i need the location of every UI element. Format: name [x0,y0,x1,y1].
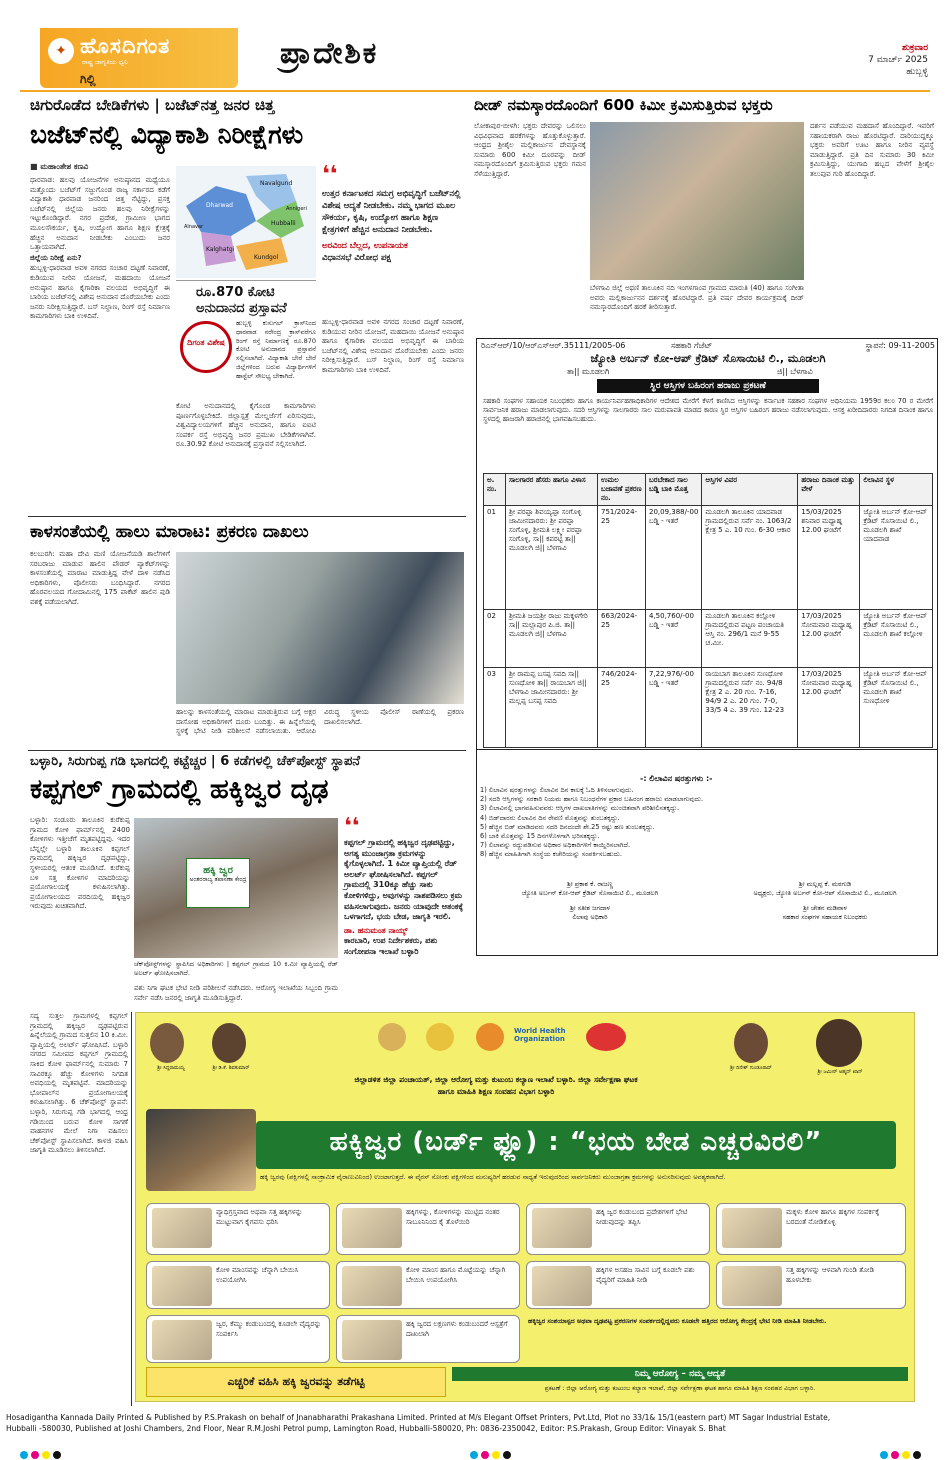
notice-term: 2) ಸದರಿ ಆಸ್ತಿಗಳನ್ನು ಸರಕಾರಿ ನಿಯಮ ಹಾಗೂ ನಿಬಂಧನೆಗಳ ಪ್ರಕಾರ ಬಹಿರಂಗ ಹರಾಜು ಮಾಡಲಾಗುವುದು. [480,795,704,804]
signatory-name: ಶ್ರೀ ಸತೀಶ ಜಗದಾಳ [569,904,611,912]
table-header: ಆಸ್ತಿಗಳ ವಿವರ [702,474,798,506]
quote-author: ಡಾ. ಹನುಮಂತ ನಾಯ್ಕ್ [344,925,408,935]
divider [28,516,466,517]
table-cell: 20,09,388/-00 ಬಡ್ಡಿ - ಇತರೆ [646,506,702,610]
raid-photo [176,552,464,704]
quote-role: ವಿಧಾನಸಭೆ ವಿರೋಧ ಪಕ್ಷ [322,253,392,263]
tip-illustration [722,1208,782,1248]
subheading: ಜಿಲ್ಲೆಯ ನಿರೀಕ್ಷೆ ಏನು? [30,253,82,262]
ad-tip [716,1203,906,1255]
table-header: ಲಿಲಾವಿನ ಸ್ಥಳ [860,474,933,506]
ad-tip [336,1261,520,1309]
table-cell: 15/03/2025 ಶನಿವಾರ ಮಧ್ಯಾಹ್ನ 12.00 ಘಂಟೆಗೆ [798,506,860,610]
divider [28,750,466,751]
table-header: ಹರಾಜು ದಿನಾಂಕ ಮತ್ತು ವೇಳೆ [798,474,860,506]
table-cell: ಶ್ರೀ ಪರಪ್ಪಾ ಶಿವಯ್ಯಪ್ಪಾ ಸಂಗೊಳ್ಳಿ ಜಾಮೀನದಾರರು: ಶ್ರೀ ಪರಪ್ಪಾ ಸಂಗೊಳ್ಳಿ, ಶ್ರೀಮತಿ ಲಕ್ಷ್ಮೀ ಪರಪ್ಪಾ ಸಂಗೊಳ್ಳಿ, ಸಾ|| ಕಪರಟ್ಟಿ ತಾ|| ಮೂಡಲಗಿ ಜಿ|| ಬೆಳಗಾವಿ [506,506,598,610]
ad-intro: ಹಕ್ಕಿ ಜ್ವರವು (ಪಕ್ಷಿಗಳಲ್ಲಿ ಸಾಂಕ್ರಾಮಿಕ ವೈರಾಣುವಿನಿಂದ) ಉಂಟಾಗುತ್ತದೆ. ಈ ವೈರಸ್ ಸೋಂಕು ಪಕ್ಷಿಗಳಿಂದ ಮನುಷ್ಯರಿಗೆ ಹರಡುವ ಸಾಧ್ಯತೆ ಇರುವುದರಿಂದ ಸಾರ್ವಜನಿಕರು ಮುಂಜಾಗ್ರತಾ ಕ್ರಮಗಳನ್ನು ಅನುಸರಿಸುವುದು ಅವಶ್ಯಕವಾಗಿದೆ. [260,1173,726,1181]
dateline [838,42,928,78]
signatory-name: ಶ್ರೀ ಚೇತನ ಮಡಿವಾಳ [803,904,847,912]
masthead [0,0,945,92]
tip-text: ಸತ್ತ ಹಕ್ಕಿಗಳನ್ನು ಆಳವಾಗಿ ಗುಂಡಿ ತೋಡಿ ಹೂಳಬೇಕು [786,1266,874,1284]
notice-gazette: ಸಹಕಾರಿ ಗೆಜೆಟ್ [671,341,713,350]
tip-text: ಹಕ್ಕಿ ಜ್ವರ ಕಂಡುಬಂದ ಪ್ರದೇಶಗಳಿಗೆ ಭೇಟಿ ನೀಡುವುದನ್ನು ತಪ್ಪಿಸಿ [596,1208,688,1226]
sign-body: ಅಂತರರಾಜ್ಯ ತಪಾಸಣಾ ಕೇಂದ್ರ [189,876,247,883]
story-budget [30,96,466,156]
table-header: ಉಮಲ ಬಜಾವಣೆ ಪ್ರಕರಣ ನಂ. [598,474,646,506]
birdflu-advertisement [135,1012,915,1402]
tip-text: ಜ್ವರ, ಕೆಮ್ಮು ಕಂಡುಬಂದಲ್ಲಿ ಕೂಡಲೇ ವೈದ್ಯರನ್ನು ಸಂಪರ್ಕಿಸಿ [216,1320,322,1338]
quote-mark-icon: ❛❛ [344,814,360,839]
tip-illustration [152,1266,212,1306]
table-row [484,506,933,610]
family-planning-logo-icon [586,1023,626,1051]
table-cell: ಜ್ಯೋತಿ ಅರ್ಬನ್ ಕೋ-ಆಪ್ ಕ್ರೆಡಿಟ್ ಸೊಸಾಯಿಟಿ ಲಿ., ಮೂಡಲಗಿ ಶಾಖೆ ಸುಣಧೋಳಿ [860,668,933,748]
story-body: ಲೋಕಾಪುರ-ಬೀಳಗಿ: ಭಕ್ತರು ದೇವರನ್ನು ಒಲಿಸಲು ವಿಧವಿಧವಾದ ಹರಕೆಗಳನ್ನು ಹೊತ್ತುಕೊಳ್ಳುತ್ತಾರೆ. ಆಂಧ್ರದ ಶ್ರೀಶೈಲ ಮಲ್ಲಿಕಾರ್ಜುನ ದೇವಸ್ಥಾನಕ್ಕೆ ಸುಮಾರು 600 ಕಿಮೀ ದೂರವನ್ನು ದೀಡ್ ನಮಸ್ಕಾರದೊಂದಿಗೆ ಕ್ರಮಿಸುತ್ತಿರುವ ಭಕ್ತರು ಗಮನ ಸೆಳೆಯುತ್ತಿದ್ದಾರೆ. [474,122,586,178]
notice-org: ಜ್ಯೋತಿ ಅರ್ಬನ್ ಕೋ-ಆಪ್ ಕ್ರೆಡಿಟ್ ಸೊಸಾಯಿಟಿ ಲಿ., ಮೂಡಲಗಿ [590,352,826,365]
table-cell: ರಾಯಬಾಗ ತಾಲೂಕಿನ ಸುಣಧೋಳಿ ಗ್ರಾಮದಲ್ಲಿರುವ ಸರ್ವೆ ನಂ. 94/8 ಕ್ಷೇತ್ರ 2 ಎ. 20 ಗುಂ. 7-16, 94/9 2 ಎ. 20 ಗುಂ. 7-0, 33/5 4 ಎ. 39 ಗುಂ. 12-23 [702,668,798,748]
tip-text: ಹಕ್ಕಿಗಳನ್ನು, ಕೋಳಿಗಳನ್ನು ಮುಟ್ಟಿದ ನಂತರ ಸಾಬೂನಿನಿಂದ ಕೈ ತೊಳೆಯಿರಿ [406,1208,500,1226]
table-cell: ಜ್ಯೋತಿ ಅರ್ಬನ್ ಕೋ-ಆಪ್ ಕ್ರೆಡಿಟ್ ಸೊಸಾಯಿಟಿ ಲಿ., ಮೂಡಲಗಿ ಶಾಖೆ ಕಲ್ಲೋಳಿ [860,610,933,668]
auction-table-wrap [483,473,933,748]
map-label: Kalghatgi [206,246,235,253]
signatory-name: ಶ್ರೀ ಪ್ರಕಾಶ ಕೆ. ರಾಜಣ್ಣ [566,880,614,888]
story-kicker: ಬಳ್ಳಾರಿ, ಸಿರುಗುಪ್ಪ ಗಡಿ ಭಾಗದಲ್ಲಿ ಕಟ್ಟೆಚ್ಚರ | 6 ಕಡೆಗಳಲ್ಲಿ ಚೆಕ್‌ಪೋಸ್ಟ್ ಸ್ಥಾಪನೆ [30,754,361,769]
table-cell: ಜ್ಯೋತಿ ಅರ್ಬನ್ ಕೋ-ಆಪ್ ಕ್ರೆಡಿಟ್ ಸೊಸಾಯಿಟಿ ಲಿ., ಮೂಡಲಗಿ ಶಾಖೆ ಯಾದವಾಡ [860,506,933,610]
ad-note: ಹಕ್ಕಿಜ್ವರ ಸಂಶಯಾಸ್ಪದ ಅಥವಾ ದೃಢಪಟ್ಟ ಪ್ರಕರಣಗಳ ಸಂಪರ್ಕದಲ್ಲಿದ್ದವರು ಕೂಡಲೇ ಹತ್ತಿರದ ಆರೋಗ್ಯ ಕೇಂದ್ರಕ್ಕೆ ಭೇಟಿ ನೀಡಿ ಮಾಹಿತಿ ನೀಡಬೇಕು. [528,1317,827,1325]
quote-role: ಕಾರಬಾರಿ, ಉಪ ನಿರ್ದೇಶಕರು, ಪಶು ಸಂಗೋಪನಾ ಇಲಾಖೆ ಬಳ್ಳಾರಿ [344,936,438,956]
ad-slogan: ಎಚ್ಚರಿಕೆ ವಹಿಸಿ ಹಕ್ಕಿ ಜ್ವರವನ್ನು ತಡೆಗಟ್ಟಿ [146,1367,446,1397]
ad-publisher: ಪ್ರಕಟಣೆ : ಜಿಲ್ಲಾ ಆರೋಗ್ಯ ಮತ್ತು ಕುಟುಂಬ ಕಲ್ಯಾಣ ಇಲಾಖೆ, ಜಿಲ್ಲಾ ಸರ್ವೇಕ್ಷಣಾ ಘಟಕ ಹಾಗೂ ಮಾಹಿತಿ ಶಿಕ್ಷಣ ಸಂವಹನ ವಿಭಾಗ ಬಳ್ಳಾರಿ. [544,1385,816,1392]
signatory-role: ಸಹಕಾರ ಸಂಘಗಳ ಸಹಾಯಕ ನಿಬಂಧಕರು [782,913,868,921]
story-headline: ಕಾಳಸಂತೆಯಲ್ಲಿ ಹಾಲು ಮಾರಾಟ: ಪ್ರಕರಣ ದಾಖಲು [30,522,309,542]
map-label: Hubballi [271,220,296,227]
column-rule [131,1012,132,1406]
tip-text: ಮಕ್ಕಳು ಕೋಳಿ ಹಾಗೂ ಹಕ್ಕಿಗಳ ಸಂಪರ್ಕಕ್ಕೆ ಬರದಂತೆ ನೋಡಿಕೊಳ್ಳಿ [786,1208,880,1226]
story-body: ಬಳ್ಳಾರಿ: ಸಂಡೂರು ತಾಲೂಕಿನ ಕುರೆಕುಪ್ಪ ಗ್ರಾಮದ ಕೋಳಿ ಫಾರ್ಮ್‌ನಲ್ಲಿ 2400 ಕೋಳಿಗಳು ಇತ್ತೀಚೆಗೆ ಮೃತಪಟ್ಟಿದ್ದವು. ಇದರ ಬೆನ್ನಲ್ಲೇ ಬಳ್ಳಾರಿ ತಾಲೂಕಿನ ಕಪ್ಪಗಲ್ ಗ್ರಾಮದಲ್ಲಿ ಹಕ್ಕಿಜ್ವರ ದೃಢಪಟ್ಟಿದ್ದು, ಸ್ಥಳೀಯರಲ್ಲಿ ಆತಂಕ ಮೂಡಿಸಿದೆ. ಕುರೆಕುಪ್ಪ ಬಳಿ ಸತ್ತ ಕೋಳಿಗಳ ಮಾದರಿಯನ್ನು ಪ್ರಯೋಗಾಲಯಕ್ಕೆ ಕಳುಹಿಸಲಾಗಿತ್ತು. ಪ್ರಯೋಗಾಲಯದ ವರದಿಯಲ್ಲಿ ಹಕ್ಕಿಜ್ವರ ಇರುವುದು ಖಚಿತವಾಗಿದೆ. [30,816,130,911]
table-row [484,610,933,668]
ad-tip [526,1203,710,1255]
notice-term: 7) ಲಿಲಾವನ್ನು ರದ್ದುಪಡಿಸುವ ಅಧಿಕಾರ ಅಧಿಕಾರಿಗಳಿಗೆ ಕಾಯ್ದಿರಿಸಲಾಗಿದೆ. [480,841,631,850]
signatory-name: ಶ್ರೀ ಮಲ್ಲಪ್ಪ ಕೆ. ಮಠಗುಡಿ [798,880,852,888]
tip-illustration [342,1208,402,1248]
digantha-special-stamp [180,321,232,373]
notice-terms [480,786,932,876]
table-cell: 746/2024-25 [598,668,646,748]
table-cell: ಶ್ರೀ ರಾಮಪ್ಪ ಬಸಪ್ಪ ಸವದಿ ಸಾ|| ಸುಣಧೋಳಿ ತಾ|| ರಾಯಬಾಗ ಜಿ|| ಬೆಳಗಾವಿ ಜಾಮೀನದಾರರು: ಶ್ರೀ ಮಲ್ಲಪ್ಪ ಬಸಪ್ಪ ಸವದಿ [506,668,598,748]
tip-illustration [152,1320,212,1360]
notice-term: 5) ಹೆಚ್ಚಿನ ಬಿಡ್ ಮಾಡಿದವರು ಸದರಿ ದಿನದಂದೇ ಶೇ.25 ರಷ್ಟು ಹಣ ತುಂಬತಕ್ಕದ್ದು. [480,822,655,831]
checkpost-photo [134,818,338,958]
pilgrims-photo [590,122,804,280]
map-label: Navalgund [260,180,293,187]
table-cell: ಮೂಡಲಗಿ ತಾಲೂಕಿನ ಕಲ್ಲೋಳಿ ಗ್ರಾಮದಲ್ಲಿರುವ ಪಟ್ಟಣ ಪಂಚಾಯತಿ ಆಸ್ತಿ ನಂ. 296/1 ಮನೆ 9-55 ಚ.ಮೀ. [702,610,798,668]
ad-tip [336,1315,520,1363]
issue-day: ಶುಕ್ರವಾರ [902,43,928,53]
imprint-line: Hubballi -580030, Published at Joshi Chambers, 2nd Floor, Near R.M.Joshi Petrol pump, Lamington Road, Hubballi-580020, Ph: 0836-2350042, Editor: P.S.Prakash, Group Editor: Vinayak S. Bhat [6,1424,726,1433]
box-title: ರೂ.870 ಕೋಟಿ ಅನುದಾನದ ಪ್ರಸ್ತಾವನೆ [196,285,287,316]
emblem-icon [378,1023,406,1051]
photo-caption: ಚೆಕ್‌ಪೋಸ್ಟ್‌ಗಳನ್ನು ಸ್ಥಾಪಿಸಿದ ಅಧಿಕಾರಿಗಳು | ಕಪ್ಪಗಲ್ ಗ್ರಾಮದ 10 ಕಿ.ಮೀ ವ್ಯಾಪ್ತಿಯಲ್ಲಿ ರೆಡ್ ಅಲರ್ಟ್ ಘೋಷಿಸಲಾಗಿದೆ. [134,960,338,977]
auction-notice [476,338,938,750]
byline-name: ಮಹಾಂತೇಶ ಕಣವಿ [40,162,89,171]
table-cell: 663/2024-25 [598,610,646,668]
ad-tip [146,1203,330,1255]
story-headline: ಬಜೆಟ್‌ನಲ್ಲಿ ವಿದ್ಯಾಕಾಶಿ ನಿರೀಕ್ಷೆಗಳು [30,120,304,149]
notice-term: 4) ಬಿಡ್‌ದಾರರು ಲಿಲಾವಿನ ದಿನ ಠೇವಣಿ ಮೊತ್ತವನ್ನು ತುಂಬತಕ್ಕದ್ದು. [480,813,620,822]
table-header: ಬರಬೇಕಾದ ಸಾಲ ಬಡ್ಡಿ ಬಾಕಿ ಮೊತ್ತ [646,474,702,506]
imprint-line: Hosadigantha Kannada Daily Printed & Published by P.S.Prakash on behalf of Jnanabharathi Prakashana Limited. Printed at M/s Elegant Offset Printers, Pvt.Ltd, Plot no 33/1& 15/1(eastern part) MT Sagar Industrial Estate, [6,1413,831,1422]
district-map [176,166,316,278]
paragraph: ಹುಬ್ಬಳ್ಳಿ-ಧಾರವಾಡ ಅವಳಿ ನಗರದ ಸಂಚಾರ ದಟ್ಟಣೆ ನಿವಾರಣೆ, ಕುಡಿಯುವ ನೀರಿನ ಯೋಜನೆ, ಮಹದಾಯಿ ಯೋಜನೆ ಅನುಷ್ಠಾನ ಹಾಗೂ ಕೈಗಾರಿಕಾ ವಲಯದ ಅಭಿವೃದ್ಧಿಗೆ ಈ ಬಾರಿಯ ಬಜೆಟ್‌ನಲ್ಲಿ ವಿಶೇಷ ಅನುದಾನ ದೊರೆಯಬೇಕು ಎಂದು ಜನರು ನಿರೀಕ್ಷಿಸುತ್ತಿದ್ದಾರೆ. ಬಸ್ ನಿಲ್ದಾಣ, ರಿಂಗ್ ರಸ್ತೆ ನಿರ್ಮಾಣ ಕಾಮಗಾರಿಗಳು ಬಾಕಿ ಉಳಿದಿವೆ. [30,264,170,321]
newspaper-logo[interactable] [40,28,238,88]
signatory-role: ಲಿಲಾವು ಅಧಿಕಾರಿ [572,913,608,921]
masthead-rule [20,90,930,92]
stamp-text: ದಿಗಂತ ವಿಶೇಷ [187,338,225,347]
govt-karnataka-logo-icon [476,1023,504,1051]
story-headline: ದೀಡ್ ನಮಸ್ಕಾರದೊಂದಿಗೆ 600 ಕಿಮೀ ಕ್ರಮಿಸುತ್ತಿರುವ ಭಕ್ತರು [474,96,773,114]
health-dept-logo-icon [426,1023,454,1051]
sign-title: ಹಕ್ಕಿ ಜ್ವರ [203,865,233,876]
leader-photo [150,1023,184,1063]
tip-illustration [342,1320,402,1360]
leader-photo [816,1019,862,1067]
story-body-col3: ಹುಬ್ಬಳ್ಳಿ-ಧಾರವಾಡ ಅವಳಿ ನಗರದ ಸಂಚಾರ ದಟ್ಟಣೆ ನಿವಾರಣೆ, ಕುಡಿಯುವ ನೀರಿನ ಯೋಜನೆ, ಮಹದಾಯಿ ಯೋಜನೆ ಅನುಷ್ಠಾನ ಹಾಗೂ ಕೈಗಾರಿಕಾ ವಲಯದ ಅಭಿವೃದ್ಧಿಗೆ ಈ ಬಾರಿಯ ಬಜೆಟ್‌ನಲ್ಲಿ ವಿಶೇಷ ಅನುದಾನ ದೊರೆಯಬೇಕು ಎಂದು ಜನರು ನಿರೀಕ್ಷಿಸುತ್ತಿದ್ದಾರೆ. ಬಸ್ ನಿಲ್ದಾಣ, ರಿಂಗ್ ರಸ್ತೆ ನಿರ್ಮಾಣ ಕಾಮಗಾರಿಗಳು ಬಾಕಿ ಉಳಿದಿವೆ. [322,318,464,374]
story-body: ಬೆಳಗಾವಿ ಜಿಲ್ಲೆ ಅಥಣಿ ತಾಲೂಕಿನ ನದಿ ಇಂಗಳಗಾಂವ ಗ್ರಾಮದ ಮಾರುತಿ (40) ಹಾಗೂ ಸಂಗೀತಾ ಅವರು ಮಲ್ಲಿಕಾರ್ಜುನನ ದರ್ಶನಕ್ಕೆ ಹೊರಟಿದ್ದಾರೆ. ಪ್ರತಿ ವರ್ಷ ದೇವರ ಕಾರ್ಯಕ್ರಮಕ್ಕೆ ದೀಡ್ ನಮಸ್ಕಾರದೊಂದಿಗೆ ಹರಕೆ ತೀರಿಸುತ್ತಾರೆ. [590,284,804,312]
story-body: ದರ್ಶನ ಪಡೆಯುವ ಮಹದಾಸೆ ಹೊಂದಿದ್ದಾರೆ. ಇವರಿಗೆ ಸಹಾಯಕರಾಗಿ ರಾಜು ಹೊರಟಿದ್ದಾರೆ. ದಾರಿಯುದ್ದಕ್ಕೂ ಭಕ್ತರು ಅವರಿಗೆ ಊಟ ಹಾಗೂ ನೀರಿನ ವ್ಯವಸ್ಥೆ ಮಾಡುತ್ತಿದ್ದಾರೆ. ಪ್ರತಿ ದಿನ ಸುಮಾರು 30 ಕಿಮೀ ಕ್ರಮಿಸುತ್ತಿದ್ದು, ಯುಗಾದಿ ಹಬ್ಬದ ವೇಳೆಗೆ ಶ್ರೀಶೈಲ ತಲುಪುವ ಗುರಿ ಹೊಂದಿದ್ದಾರೆ. [810,122,934,178]
registration-marks [20,1444,64,1454]
quote-author: ಅರವಿಂದ ಬೆಲ್ಲದ, ಉಪನಾಯಕ [322,241,408,251]
quote-box [344,816,464,1006]
chicken-image [146,1109,256,1191]
signatory-role: ಜ್ಯೋತಿ ಅರ್ಬನ್ ಕೋ-ಆಪ್ ಕ್ರೆಡಿಟ್ ಸೊಸಾಯಿಟಿ ಲಿ., ಮೂಡಲಗಿ [521,889,659,897]
map-label: Annigeri [286,206,307,212]
tip-illustration [722,1266,782,1306]
notice-refs [481,341,935,351]
table-header-row [484,474,933,506]
quote-box [322,164,464,314]
table-header: ಅ. ನಂ. [484,474,506,506]
notice-term: 1) ಲಿಲಾವಿನ ಷರತ್ತುಗಳನ್ನು ಲಿಲಾವಿನ ದಿನ ಕಾಲಕ್ಕೆ ಓದಿ ತಿಳಿಸಲಾಗುವುದು. [480,786,634,794]
brand-tagline: ರಾಷ್ಟ್ರ ಜಾಗೃತಿಯ ಧ್ವನಿ [82,58,128,66]
leader-name: ಶ್ರೀ ದಿನೇಶ್ ಗುಂಡೂರಾವ್ [730,1065,772,1071]
leader-photo [734,1023,768,1063]
table-header: ಸಾಲಗಾರರ ಹೆಸರು ಹಾಗೂ ವಿಳಾಸ [506,474,598,506]
budget-box [176,280,316,400]
story-headline: ಕಪ್ಪಗಲ್ ಗ್ರಾಮದಲ್ಲಿ ಹಕ್ಕಿಜ್ವರ ದೃಢ [30,774,329,805]
box-body: ಹುಬ್ಬಳ್ಳಿ ಕುಸುಗಲ್ ಕ್ರಾಸ್‌ನಿಂದ ಧಾರವಾಡ ನರೇಂದ್ರ ಕ್ರಾಸ್‌ವರೆಗೂ ರಿಂಗ್ ರಸ್ತೆ ನಿರ್ಮಾಣಕ್ಕೆ ರೂ.870 ಕೋಟಿ ಅನುದಾನದ ಪ್ರಸ್ತಾವನೆ ಸಲ್ಲಿಸಲಾಗಿದೆ. ವಿದ್ಯಾಕಾಶಿ ಬೇರೆ ಬೇರೆ ಜಿಲ್ಲೆಗಳಿಂದ ಬರುವ ವಿದ್ಯಾರ್ಥಿಗಳಿಗೆ ಹಾಸ್ಟೆಲ್ ಸೌಲಭ್ಯ ಬೇಕಾಗಿದೆ. [236,319,316,380]
tip-illustration [342,1266,402,1306]
tip-text: ಕೋಳಿ ಮಾಂಸ ಹಾಗೂ ಮೊಟ್ಟೆಯನ್ನು ಚೆನ್ನಾಗಿ ಬೇಯಿಸಿ ಉಪಯೋಗಿಸಿ [406,1266,506,1284]
tip-text: ವ್ಯಾಧಿಗ್ರಸ್ತವಾದ ಅಥವಾ ಸತ್ತ ಹಕ್ಕಿಗಳನ್ನು ಮುಟ್ಟುವಾಗ ಕೈಗವಸು ಧರಿಸಿ [216,1208,303,1226]
registration-marks [470,1444,514,1454]
quote-text: ಉತ್ತರ ಕರ್ನಾಟಕದ ಸಮಗ್ರ ಅಭಿವೃದ್ಧಿಗೆ ಬಜೆಟ್‌ನಲ್ಲಿ ವಿಶೇಷ ಆದ್ಯತೆ ನೀಡಬೇಕು. ನಮ್ಮ ಭಾಗದ ಮೂಲ ಸೌಕರ್ಯ, ಕೃಷಿ, ಉದ್ಯೋಗ ಹಾಗೂ ಶಿಕ್ಷಣ ಕ್ಷೇತ್ರಗಳಿಗೆ ಹೆಚ್ಚಿನ ಅನುದಾನ ನೀಡಬೇಕು. [322,189,461,235]
who-logo: World Health Organization [514,1027,566,1043]
table-cell: 17/03/2025 ಸೋಮವಾರ ಮಧ್ಯಾಹ್ನ 12.00 ಘಂಟೆಗೆ [798,610,860,668]
notice-term: 3) ಲಿಲಾವಿನಲ್ಲಿ ಭಾಗವಹಿಸುವವರು ಆಸ್ತಿಗಳ ದಾಖಲಾತಿಗಳನ್ನು ಮುಂಚಿತವಾಗಿ ಪರಿಶೀಲಿಸತಕ್ಕದ್ದು. [480,804,680,813]
notice-intro: ಸಹಕಾರಿ ಸಂಘಗಳ ಸಹಾಯಕ ನಿಬಂಧಕರು ಹಾಗೂ ಕಾರ್ಯನಿರ್ವಹಣಾಧಿಕಾರಿಗಳ ಆದೇಶದ ಮೇರೆಗೆ ಕೆಳಗೆ ಕಾಣಿಸಿದ ಆಸ್ತಿಗಳನ್ನು ಕರ್ನಾಟಕ ಸಹಕಾರ ಸಂಘಗಳ ಅಧಿನಿಯಮ 1959ರ ಕಲಂ 70 ರ ಮೇರೆಗೆ ಸಾರ್ವಜನಿಕ ಹರಾಜು ಮಾಡಲಾಗುವುದು. ಸದರಿ ಆಸ್ತಿಗಳನ್ನು ಸಾಲಗಾರರು ಸಾಲ ಮರುಪಾವತಿ ಮಾಡದ ಕಾರಣ ಸ್ಥಿರ ಆಸ್ತಿಗಳ ಬಹಿರಂಗ ಹರಾಜು ನಡೆಸಲಾಗುವುದು. ಆಸಕ್ತ ಖರೀದಿದಾರರು ನಿಗದಿತ ದಿನಾಂಕ ಹಾಗೂ ಸ್ಥಳದಲ್ಲಿ ಹಾಜರಾಗಿ ಹರಾಜಿನಲ್ಲಿ ಭಾಗವಹಿಸಬಹುದು. [483,397,933,423]
table-cell: 03 [484,668,506,748]
notice-title: ಸ್ಥಿರ ಆಸ್ತಿಗಳ ಬಹಿರಂಗ ಹರಾಜು ಪ್ರಕಟಣೆ [597,379,819,393]
tip-text: ಹಕ್ಕಿ ಜ್ವರದ ಲಕ್ಷಣಗಳು ಕಂಡುಬಂದರೆ ಆಸ್ಪತ್ರೆಗೆ ದಾಖಲಾಗಿ [406,1320,508,1338]
story-kicker: ಚಿಗುರೊಡೆದ ಬೇಡಿಕೆಗಳು | ಬಜೆಟ್‌ನತ್ತ ಜನರ ಚಿತ್ತ [30,96,275,114]
tip-illustration [152,1208,212,1248]
ad-issuer: ಜಿಲ್ಲಾಡಳಿತ ಜಿಲ್ಲಾ ಪಂಚಾಯತ್, ಜಿಲ್ಲಾ ಆರೋಗ್ಯ ಮತ್ತು ಕುಟುಂಬ ಕಲ್ಯಾಣ ಇಲಾಖೆ ಬಳ್ಳಾರಿ. ಜಿಲ್ಲಾ ಸರ್ವೇಕ್ಷಣಾ ಘಟಕ [354,1075,638,1084]
table-cell: 751/2024-25 [598,506,646,610]
auction-table [483,473,933,748]
brand-name: ಹೊಸದಿಗಂತ [80,34,171,58]
leader-name: ಶ್ರೀ ಜಮೀರ್ ಅಹ್ಮದ್ ಖಾನ್ [817,1069,863,1075]
notice-term: 6) ಬಾಕಿ ಮೊತ್ತವನ್ನು 15 ದಿನಗಳೊಳಗಾಗಿ ಭರಿಸತಕ್ಕದ್ದು. [480,832,600,841]
paragraph: ಧಾರವಾಡ: ಹಲವು ಯೋಜನೆಗಳ ಅನುಷ್ಠಾನದ ಮಧ್ಯೆಯೂ ಮತ್ತೊಂದು ಬಜೆಟ್‌ಗೆ ಸಜ್ಜುಗೊಂಡ ರಾಜ್ಯ ಸರ್ಕಾರದ ಕಡೆಗೆ ವಿದ್ಯಾಕಾಶಿ ಧಾರವಾಡ ಜನರಿಂದ ಚಿತ್ತ ನೆಟ್ಟಿದ್ದು, ಪ್ರಸಕ್ತ ಬಜೆಟ್‌ನಲ್ಲಿ ಜಿಲ್ಲೆಯ ಜನರು ಹಲವು ನಿರೀಕ್ಷೆಗಳನ್ನು ಇಟ್ಟುಕೊಂಡಿದ್ದಾರೆ. ನಗರ ಪ್ರದೇಶ, ಗ್ರಾಮೀಣ ಭಾಗದ ಮೂಲಸೌಕರ್ಯ, ಕೃಷಿ, ಉದ್ಯೋಗ ಹಾಗೂ ಶಿಕ್ಷಣ ಕ್ಷೇತ್ರಕ್ಕೆ ಹೆಚ್ಚಿನ ಅನುದಾನ ನೀಡಬೇಕು ಎಂಬುದು ಜನರ ಒತ್ತಾಯವಾಗಿದೆ. [30,176,170,252]
section-title: ಪ್ರಾದೇಶಿಕ [280,36,379,71]
registration-marks [880,1444,924,1454]
notice-signature [720,880,930,922]
story-continuation: ಸದ್ಯ ಸುತ್ತಲ ಗ್ರಾಮಗಳಲ್ಲಿ ಕಪ್ಪಗಲ್ ಗ್ರಾಮದಲ್ಲಿ ಹಕ್ಕಿಜ್ವರ ದೃಢಪಟ್ಟಿರುವ ಹಿನ್ನೆಲೆಯಲ್ಲಿ ಗ್ರಾಮದ ಸುತ್ತಲಿನ 10 ಕಿ.ಮೀ. ವ್ಯಾಪ್ತಿಯಲ್ಲಿ ಅಲರ್ಟ್ ಘೋಷಿಸಿದೆ. ಬಳ್ಳಾರಿ ನಗರದ ಸಮೀಪದ ಕಪ್ಪಗಲ್ ಗ್ರಾಮದಲ್ಲಿ ಸಾಕಿದ ಕೋಳಿ ಫಾರ್ಮ್‌ನಲ್ಲಿ ಸುಮಾರು 7 ಸಾವಿರಕ್ಕೂ ಹೆಚ್ಚು ಕೋಳಿಗಳು ನಿಗದಿತ ಅವಧಿಯಲ್ಲಿ ಮೃತಪಟ್ಟಿವೆ. ಮಾದರಿಯನ್ನು ಭೋಪಾಲ್‌ನ ಪ್ರಯೋಗಾಲಯಕ್ಕೆ ಕಳುಹಿಸಲಾಗಿತ್ತು. 6 ಚೆಕ್‌ಪೋಸ್ಟ್ ಸ್ಥಾಪನೆ: ಬಳ್ಳಾರಿ, ಸಿರುಗುಪ್ಪ ಗಡಿ ಭಾಗದಲ್ಲಿ ಆಂಧ್ರ ಗಡಿಯಿಂದ ಬರುವ ಕೋಳಿ ಸಾಗಣೆ ವಾಹನಗಳ ಮೇಲೆ ನಿಗಾ ವಹಿಸಲು ಚೆಕ್‌ಪೋಸ್ಟ್ ಸ್ಥಾಪಿಸಲಾಗಿದೆ. ಕಾಳಜಿ ವಹಿಸಿ ಜಾಗೃತಿ ಮೂಡಿಸಲು ತಿಳಿಸಲಾಗಿದೆ. [30,1012,128,1155]
quote-mark-icon: ❛❛ [322,162,338,187]
table-cell: ಶ್ರೀಮತಿ ಜಯಶ್ರೀ ರಾಜು ಮಕ್ಕಳಗೇರಿ ಸಾ|| ಮಲ್ಲಾಪುರ ಪಿ.ಜಿ. ತಾ|| ಮೂಡಲಗಿ ಜಿ|| ಬೆಳಗಾವಿ [506,610,598,668]
ad-tip [716,1261,906,1309]
map-label: Dharwad [206,202,233,209]
ad-tip [526,1261,710,1309]
table-cell: 7,22,976/-00 ಬಡ್ಡಿ - ಇತರೆ [646,668,702,748]
story-body: ಪಶು ನಿಗಾ ಘಟಕ ಭೇಟಿ ನೀಡಿ ಪರಿಶೀಲನೆ ನಡೆಸಿದರು. ಆರೋಗ್ಯ ಇಲಾಖೆಯ ಸಿಬ್ಬಂದಿ ಗ್ರಾಮ ಸರ್ವೇ ನಡೆಸಿ ಜನರಲ್ಲಿ ಜಾಗೃತಿ ಮೂಡಿಸುತ್ತಿದ್ದಾರೆ. [134,984,338,1002]
leader-name: ಶ್ರೀ ಡಿ.ಕೆ. ಶಿವಕುಮಾರ್ [212,1065,250,1071]
ad-tip [336,1203,520,1255]
table-cell: 02 [484,610,506,668]
story-body: ಕಲಬುರಗಿ: ಮಹಾ ದೇವಿ ಮಣಿ ಯೋಜನೆಯಡಿ ಶಾಲೆಗಳಿಗೆ ಸರಬರಾಜು ಮಾಡುವ ಹಾಲಿನ ಪೌಡರ್ ಪ್ಯಾಕೆಟ್‌ಗಳನ್ನು ಕಾಳಸಂತೆಯಲ್ಲಿ ಮಾರಾಟ ಮಾಡುತ್ತಿದ್ದ ವೇಳೆ ದಾಳಿ ನಡೆಸಿದ ಅಧಿಕಾರಿಗಳು, ಪೊಲೀಸರು ಬಂಧಿಸಿದ್ದಾರೆ. ನಗರದ ಹೊರವಲಯದ ಗೋದಾಮಿನಲ್ಲಿ 175 ಪಾಕೆಟ್ ಹಾಲಿನ ಪುಡಿ ವಶಕ್ಕೆ ಪಡೆಯಲಾಗಿದೆ. [30,550,170,606]
signatory-role: ಅಧ್ಯಕ್ಷರು, ಜ್ಯೋತಿ ಅರ್ಬನ್ ಕೋ-ಆಪ್ ಸೊಸಾಯಿಟಿ ಲಿ., ಮೂಡಲಗಿ [753,889,897,897]
tip-text: ಹಕ್ಕಿಗಳ ಅಸಹಜ ಸಾವಿನ ಬಗ್ಗೆ ಕೂಡಲೇ ಪಶು ವೈದ್ಯರಿಗೆ ಮಾಹಿತಿ ನೀಡಿ [596,1266,695,1284]
issue-city: ಹುಬ್ಬಳ್ಳಿ [906,67,928,77]
table-cell: 4,50,760/-00 ಬಡ್ಡಿ - ಇತರೆ [646,610,702,668]
story-body-col1 [30,176,170,512]
tip-text: ಕೋಳಿ ಮಾಂಸವನ್ನು ಚೆನ್ನಾಗಿ ಬೇಯಿಸಿ ಉಪಯೋಗಿಸಿ [216,1266,299,1284]
notice-terms-title: -: ಲಿಲಾವಿನ ಷರತ್ತುಗಳು :- [640,774,713,783]
notice-district: ಜಿ|| ಬೆಳಗಾವಿ [777,367,813,376]
ad-issuer-2: ಹಾಗೂ ಮಾಹಿತಿ ಶಿಕ್ಷಣ ಸಂವಹನ ವಿಭಾಗ ಬಳ್ಳಾರಿ [437,1087,555,1096]
map-label: Alnavar [184,224,204,230]
table-cell: 01 [484,506,506,610]
lamp-icon: ✦ [48,38,74,64]
ad-banner-text: ಹಕ್ಕಿಜ್ವರ (ಬರ್ಡ್ ಫ್ಲೂ) : “ಭಯ ಬೇಡ ಎಚ್ಚರವಿರಲಿ” [329,1127,823,1157]
leader-photo [212,1023,246,1063]
tip-illustration [532,1266,592,1306]
hakki-jwara-sign [186,858,250,908]
quote-text: ಕಪ್ಪಗಲ್ ಗ್ರಾಮದಲ್ಲಿ ಹಕ್ಕಿಜ್ವರ ದೃಢಪಟ್ಟಿದ್ದು, ಅಗತ್ಯ ಮುಂಜಾಗ್ರತಾ ಕ್ರಮಗಳನ್ನು ಕೈಗೊಳ್ಳಲಾಗಿದೆ. 1 ಕಿಮೀ ವ್ಯಾಪ್ತಿಯಲ್ಲಿ ರೆಡ್ ಅಲರ್ಟ್ ಘೋಷಿಸಲಾಗಿದೆ. ಕಪ್ಪಗಲ್ ಗ್ರಾಮದಲ್ಲಿ 310ಕ್ಕೂ ಹೆಚ್ಚು ಸಾಕು ಕೋಳಿಗಳಿದ್ದು, ಅವುಗಳನ್ನು ನಾಶಪಡಿಸಲು ಕ್ರಮ ವಹಿಸಲಾಗುವುದು. ಜನರು ಯಾವುದೇ ಆತಂಕಕ್ಕೆ ಒಳಗಾಗದೆ, ಭಯ ಬೇಡ, ಜಾಗೃತಿ ಇರಲಿ. [344,838,464,922]
notice-term: 8) ಹೆಚ್ಚಿನ ಮಾಹಿತಿಗಾಗಿ ಸಂಸ್ಥೆಯ ಕಚೇರಿಯನ್ನು ಸಂಪರ್ಕಿಸಬಹುದು. [480,850,622,859]
story-body: ಹಾಲನ್ನು ಕಾಳಸಂತೆಯಲ್ಲಿ ಮಾರಾಟ ಮಾಡುತ್ತಿರುವ ಬಗ್ಗೆ ಅಕ್ಷರ ದಾಸೋಹ ಅಧಿಕಾರಿಗಳಿಗೆ ದೂರು ಬಂದಿತ್ತು. ಈ ಹಿನ್ನೆಲೆಯಲ್ಲಿ ಸ್ಥಳಕ್ಕೆ ಭೇಟಿ ನೀಡಿ ಪರಿಶೀಲನೆ ನಡೆಸಲಾಯಿತು. ಆರೋಪಿ ವಿರುದ್ಧ ಸ್ಥಳೀಯ ಪೊಲೀಸ್ ಠಾಣೆಯಲ್ಲಿ ಪ್ರಕರಣ ದಾಖಲಿಸಲಾಗಿದೆ. [176,708,464,736]
story-body-col2: ಕೋಟಿ ಅನುದಾನದಲ್ಲಿ ಕೈಗೊಂಡ ಕಾಮಗಾರಿಗಳು ಪೂರ್ಣಗೊಳ್ಳಬೇಕಿದೆ. ಜಿಲ್ಲಾಸ್ಪತ್ರೆ ಮೇಲ್ದರ್ಜೆಗೆ ಏರಿಸುವುದು, ವಿಶ್ವವಿದ್ಯಾಲಯಗಳಿಗೆ ಹೆಚ್ಚಿನ ಅನುದಾನ, ಹಾಗೂ ಐಐಟಿ ಸಂಪರ್ಕ ರಸ್ತೆ ಅಭಿವೃದ್ಧಿ ಜನರ ಪ್ರಮುಖ ಬೇಡಿಕೆಗಳಾಗಿವೆ. ರೂ.30.92 ಕೋಟಿ ಅನುದಾನಕ್ಕೆ ಪ್ರಸ್ತಾವನೆ ಸಲ್ಲಿಸಲಾಗಿದೆ. [176,402,316,449]
ad-tip [146,1315,330,1363]
ad-banner [256,1121,896,1169]
table-cell: ಮೂಡಲಗಿ ತಾಲೂಕಿನ ಯಾದವಾಡ ಗ್ರಾಮದಲ್ಲಿರುವ ಸರ್ವೆ ನಂ. 1063/2 ಕ್ಷೇತ್ರ 5 ಎ. 10 ಗುಂ. 6-30 ಆಕಾರ [702,506,798,610]
issue-date: 7 ಮಾರ್ಚ್ 2025 [868,55,928,65]
notice-established: ಸ್ಥಾಪನೆ: 09-11-2005 [865,341,935,350]
notice-signature [490,880,690,922]
leader-name: ಶ್ರೀ ಸಿದ್ದರಾಮಯ್ಯ [157,1065,185,1071]
map-label: Kundgol [254,254,279,261]
tip-illustration [532,1208,592,1248]
table-row [484,668,933,748]
edition-name: ಗಿಲ್ಲಿ [80,72,96,86]
ad-tagline: ನಿಮ್ಮ ಆರೋಗ್ಯ – ನಮ್ಮ ಆದ್ಯತೆ [452,1367,908,1381]
byline: ■ ಮಹಾಂತೇಶ ಕಣವಿ [30,162,89,171]
table-cell: 17/03/2025 ಸೋಮವಾರ ಮಧ್ಯಾಹ್ನ 12.00 ಘಂಟೆಗೆ [798,668,860,748]
story-birdflu [30,754,466,810]
notice-taluk: ತಾ|| ಮೂಡಲಗಿ [567,367,610,376]
ad-tip [146,1261,330,1309]
notice-ref: ರಿಎನ್‌ಆರ್/10/ಆರ್‌ಎಸ್‌ಆರ್.35111/2005-06 [481,341,626,350]
